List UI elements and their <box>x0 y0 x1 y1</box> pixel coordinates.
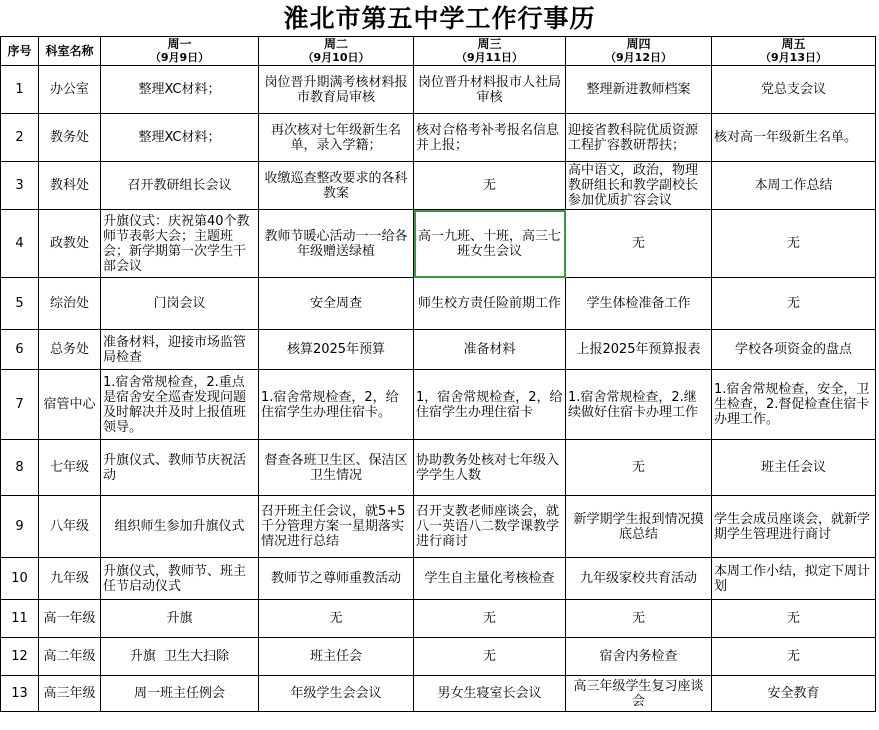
table-row <box>1 676 876 712</box>
header-day-date: （9月12日） <box>605 51 672 64</box>
table-row <box>1 210 876 278</box>
schedule-cell[interactable]: 无 <box>712 278 876 330</box>
schedule-cell[interactable]: 1.宿舍常规检查，2.继续做好住宿卡办理工作 <box>566 370 712 440</box>
schedule-cell[interactable]: 新学期学生报到情况摸底总结 <box>566 496 712 558</box>
table-row <box>1 370 876 440</box>
schedule-cell[interactable]: 协助教务处核对七年级入学学生人数 <box>414 440 566 496</box>
schedule-cell[interactable]: 升旗仪式，教师节、班主任节启动仪式 <box>101 558 259 600</box>
schedule-cell[interactable]: 再次核对七年级新生名单，录入学籍； <box>259 114 414 162</box>
header-row <box>1 37 876 66</box>
schedule-cell[interactable]: 核算2025年预算 <box>259 330 414 370</box>
schedule-cell[interactable]: 班主任会议 <box>712 440 876 496</box>
schedule-cell[interactable]: 无 <box>259 600 414 638</box>
schedule-cell[interactable]: 召开教研组长会议 <box>101 162 259 210</box>
table-row <box>1 278 876 330</box>
dept-name[interactable]: 总务处 <box>39 330 101 370</box>
header-day-name: 周四 <box>626 37 651 51</box>
schedule-cell[interactable]: 周一班主任例会 <box>101 676 259 712</box>
schedule-cell[interactable]: 高三年级学生复习座谈会 <box>566 676 712 712</box>
row-number[interactable]: 10 <box>1 558 39 600</box>
schedule-cell[interactable]: 党总支会议 <box>712 66 876 114</box>
schedule-cell[interactable]: 无 <box>566 210 712 278</box>
schedule-cell[interactable]: 1.宿舍常规检查，2.重点是宿舍安全巡查发现问题及时解决并及时上报值班领导。 <box>101 370 259 440</box>
row-number[interactable]: 2 <box>1 114 39 162</box>
table-row <box>1 496 876 558</box>
dept-name[interactable]: 教务处 <box>39 114 101 162</box>
schedule-cell[interactable]: 年级学生会会议 <box>259 676 414 712</box>
schedule-cell[interactable]: 九年级家校共育活动 <box>566 558 712 600</box>
row-number[interactable]: 3 <box>1 162 39 210</box>
schedule-cell[interactable]: 1.宿舍常规检查，安全，卫生检查，2.督促检查住宿卡办理工作。 <box>712 370 876 440</box>
header-day-name: 周三 <box>477 37 502 51</box>
header-day-date: （9月10日） <box>302 51 370 64</box>
schedule-cell[interactable]: 召开班主任会议，就5+5千分管理方案一星期落实情况进行总结 <box>259 496 414 558</box>
schedule-cell[interactable]: 教师节暖心活动一一给各年级赠送绿植 <box>259 210 414 278</box>
dept-name[interactable]: 九年级 <box>39 558 101 600</box>
schedule-cell[interactable]: 无 <box>566 600 712 638</box>
table-row <box>1 66 876 114</box>
schedule-cell[interactable]: 本周工作总结 <box>712 162 876 210</box>
schedule-cell[interactable]: 学生体检准备工作 <box>566 278 712 330</box>
schedule-cell[interactable]: 召开支教老师座谈会，就八一英语八二数学课教学进行商讨 <box>414 496 566 558</box>
schedule-cell[interactable]: 整理XC材料； <box>101 66 259 114</box>
row-number[interactable]: 9 <box>1 496 39 558</box>
schedule-cell[interactable]: 本周工作小结，拟定下周计划 <box>712 558 876 600</box>
schedule-cell[interactable]: 学生会成员座谈会，就新学期学生管理进行商讨 <box>712 496 876 558</box>
row-number[interactable]: 8 <box>1 440 39 496</box>
header-day-date: （9月11日） <box>456 51 523 64</box>
dept-name[interactable]: 高二年级 <box>39 638 101 676</box>
table-row <box>1 162 876 210</box>
schedule-cell[interactable]: 1，宿舍常规检查，2，给住宿学生办理住宿卡 <box>414 370 566 440</box>
dept-name[interactable]: 八年级 <box>39 496 101 558</box>
page-title: 淮北市第五中学工作行事历 <box>283 4 596 33</box>
row-number[interactable]: 7 <box>1 370 39 440</box>
schedule-cell[interactable]: 教师节之尊师重教活动 <box>259 558 414 600</box>
schedule-cell[interactable]: 核对高一年级新生名单。 <box>712 114 876 162</box>
dept-name[interactable]: 高三年级 <box>39 676 101 712</box>
dept-name[interactable]: 教科处 <box>39 162 101 210</box>
schedule-cell[interactable]: 组织师生参加升旗仪式 <box>101 496 259 558</box>
schedule-cell[interactable]: 上报2025年预算报表 <box>566 330 712 370</box>
header-no: 序号 <box>1 37 39 66</box>
schedule-cell[interactable]: 无 <box>414 162 566 210</box>
header-day <box>566 37 712 66</box>
row-number[interactable]: 6 <box>1 330 39 370</box>
schedule-cell[interactable]: 师生校方责任险前期工作 <box>414 278 566 330</box>
schedule-cell[interactable]: 无 <box>712 210 876 278</box>
header-day-date: （9月9日） <box>149 51 210 64</box>
dept-name[interactable]: 政教处 <box>39 210 101 278</box>
schedule-cell[interactable]: 无 <box>566 440 712 496</box>
schedule-cell[interactable]: 无 <box>414 638 566 676</box>
schedule-cell[interactable]: 升旗仪式、教师节庆祝活动 <box>101 440 259 496</box>
schedule-cell[interactable]: 升旗 卫生大扫除 <box>101 638 259 676</box>
row-number[interactable]: 5 <box>1 278 39 330</box>
header-day <box>414 37 566 66</box>
schedule-cell[interactable]: 岗位晋升期满考核材料报市教育局审核 <box>259 66 414 114</box>
schedule-cell[interactable]: 岗位晋升材料报市人社局审核 <box>414 66 566 114</box>
schedule-cell[interactable]: 学生自主量化考核检查 <box>414 558 566 600</box>
schedule-cell[interactable]: 无 <box>712 638 876 676</box>
schedule-cell[interactable]: 准备材料 <box>414 330 566 370</box>
dept-name[interactable]: 七年级 <box>39 440 101 496</box>
row-number[interactable]: 1 <box>1 66 39 114</box>
header-day <box>712 37 876 66</box>
dept-name[interactable]: 办公室 <box>39 66 101 114</box>
schedule-cell[interactable]: 升旗仪式：庆祝第40个教师节表彰大会；主题班会；新学期第一次学生干部会议 <box>101 210 259 278</box>
header-day-date: （9月13日） <box>760 51 827 64</box>
header-day <box>259 37 414 66</box>
header-day-name: 周五 <box>781 37 806 51</box>
schedule-cell[interactable]: 整理新进教师档案 <box>566 66 712 114</box>
schedule-cell[interactable]: 班主任会 <box>259 638 414 676</box>
table-row <box>1 600 876 638</box>
schedule-cell[interactable]: 门岗会议 <box>101 278 259 330</box>
header-day-name: 周一 <box>167 37 192 51</box>
header-day-name: 周二 <box>323 37 348 51</box>
schedule-cell[interactable]: 督查各班卫生区、保洁区卫生情况 <box>259 440 414 496</box>
table-row <box>1 114 876 162</box>
schedule-cell[interactable]: 学校各项资金的盘点 <box>712 330 876 370</box>
schedule-cell[interactable]: 核对合格考补考报名信息并上报； <box>414 114 566 162</box>
schedule-cell[interactable]: 宿舍内务检查 <box>566 638 712 676</box>
schedule-cell[interactable]: 安全教育 <box>712 676 876 712</box>
row-number[interactable]: 4 <box>1 210 39 278</box>
schedule-cell[interactable]: 无 <box>414 600 566 638</box>
schedule-cell[interactable]: 整理XC材料； <box>101 114 259 162</box>
schedule-cell-selected[interactable]: 高一九班、十班，高三七班女生会议 <box>414 210 566 278</box>
table-row <box>1 330 876 370</box>
row-number[interactable]: 11 <box>1 600 39 638</box>
schedule-cell[interactable]: 男女生寝室长会议 <box>414 676 566 712</box>
schedule-cell[interactable]: 迎接省教科院优质资源工程扩容教研帮扶； <box>566 114 712 162</box>
table-row <box>1 638 876 676</box>
schedule-cell[interactable]: 1.宿舍常规检查，2，给住宿学生办理住宿卡。 <box>259 370 414 440</box>
header-day <box>101 37 259 66</box>
schedule-table <box>0 36 876 712</box>
dept-name[interactable]: 综治处 <box>39 278 101 330</box>
table-row <box>1 440 876 496</box>
schedule-cell[interactable]: 高中语文，政治，物理教研组长和教学副校长参加优质扩容会议 <box>566 162 712 210</box>
row-number[interactable]: 13 <box>1 676 39 712</box>
schedule-cell[interactable]: 无 <box>712 600 876 638</box>
schedule-cell[interactable]: 升旗 <box>101 600 259 638</box>
schedule-cell[interactable]: 收缴巡查整改要求的各科教案 <box>259 162 414 210</box>
dept-name[interactable]: 高一年级 <box>39 600 101 638</box>
row-number[interactable]: 12 <box>1 638 39 676</box>
dept-name[interactable]: 宿管中心 <box>39 370 101 440</box>
schedule-cell[interactable]: 安全周查 <box>259 278 414 330</box>
header-dept: 科室名称 <box>39 37 101 66</box>
table-row <box>1 558 876 600</box>
schedule-cell[interactable]: 准备材料，迎接市场监管局检查 <box>101 330 259 370</box>
